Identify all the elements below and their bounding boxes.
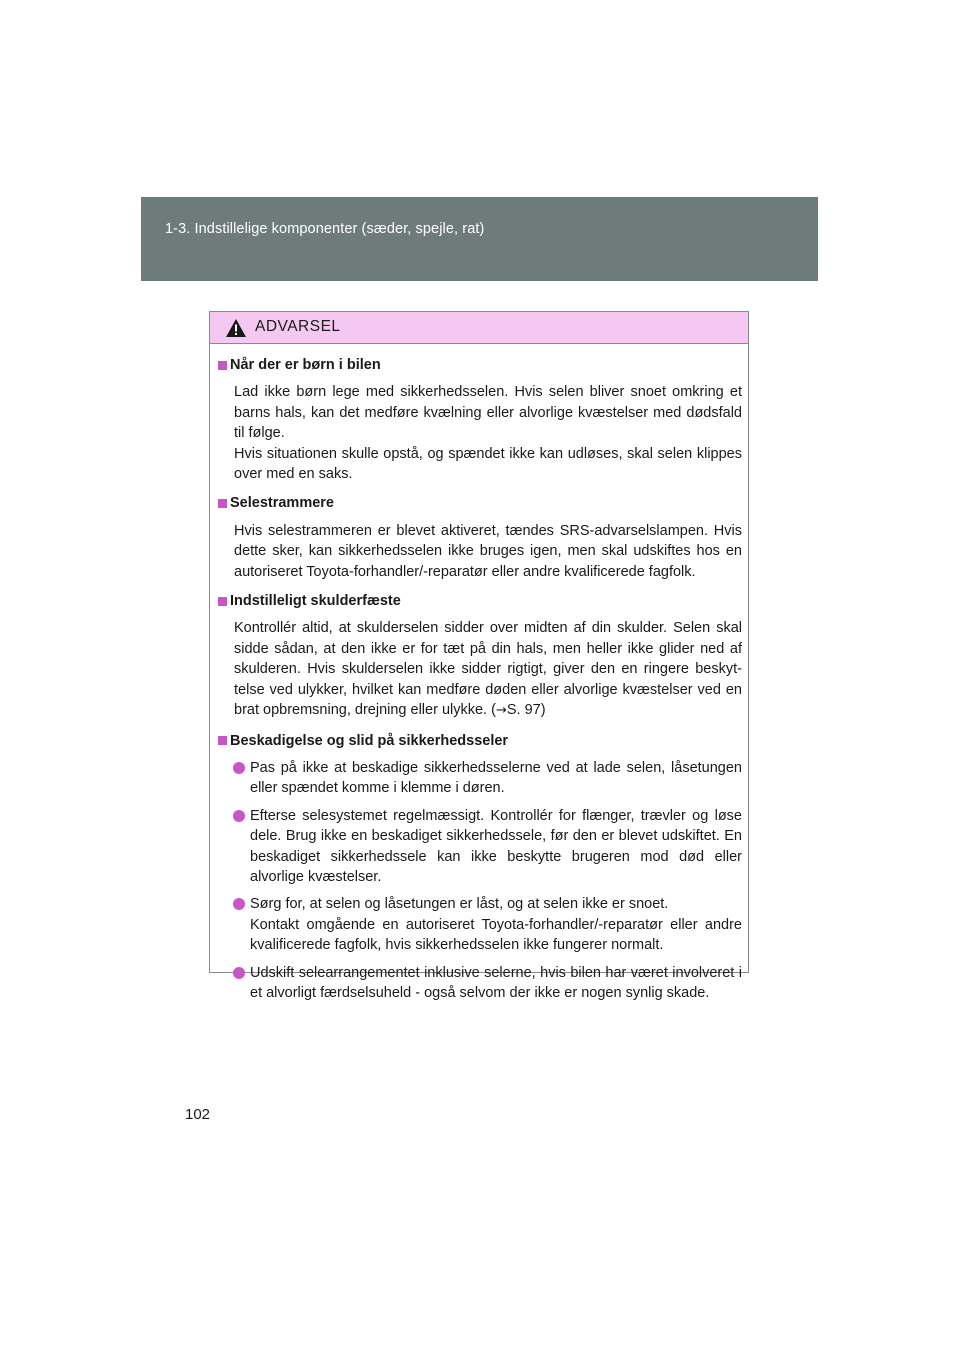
- circle-bullet-icon: [233, 810, 245, 822]
- warning-box: [209, 311, 749, 1001]
- section-header-band: [141, 197, 818, 281]
- warning-triangle-icon: [225, 318, 247, 338]
- square-bullet-icon: [218, 361, 227, 370]
- section-heading: Selestrammere: [230, 495, 334, 512]
- section-heading: Indstilleligt skulderfæste: [230, 593, 401, 610]
- arrow-right-icon: →: [495, 703, 507, 719]
- warning-content: [210, 344, 748, 1003]
- list-item: Pas på ikke at beskadige sikkerhedsselerne ved at lade selen, låsetungen eller spændet komme i klemme i døren.: [250, 758, 742, 799]
- section-pretensioners: [218, 493, 742, 582]
- list-item: Sørg for, at selen og låsetungen er låst, og at selen ikke er snoet. Kontakt omgående en autoriseret Toyota-forhandler/-reparatør eller andre kvalificerede fagfolk, hvis sikkerhedsselen ikke fungerer normalt.: [250, 894, 742, 955]
- paragraph: Lad ikke børn lege med sikkerhedsselen. Hvis selen bliver snoet omkring et barns hals, kan det medføre kvælning eller alvorlige kvæstelser med dødsfald til følge. Hvis situationen skulle opstå, og spændet ikke kan udløses, skal selen klippes over med en saks.: [234, 384, 742, 483]
- section-damage-wear: [218, 731, 742, 1004]
- section-children: [218, 355, 742, 484]
- list-item: Efterse selesystemet regelmæssigt. Kontrollér for flænger, trævler og løse dele. Brug ikke en beskadiget sikkerhedssele, før den er blevet udskiftet. En beskadiget sikkerhedssele kan ikke beskytte brugeren mod død eller alvorlige kvæstelser.: [250, 806, 742, 888]
- square-bullet-icon: [218, 736, 227, 745]
- warning-title: ADVARSEL: [255, 318, 341, 335]
- section-heading: Når der er børn i bilen: [230, 357, 381, 373]
- square-bullet-icon: [218, 499, 227, 508]
- circle-bullet-icon: [233, 762, 245, 774]
- warning-header: [210, 312, 748, 344]
- square-bullet-icon: [218, 597, 227, 606]
- section-shoulder-anchor: [218, 591, 742, 721]
- circle-bullet-icon: [233, 898, 245, 910]
- page-reference-link[interactable]: S. 97): [506, 702, 546, 719]
- list-item: Udskift selearrangementet inklusive selerne, hvis bilen har været involveret i et alvorligt færdselsuheld - også selvom der ikke er nogen synlig skade.: [250, 963, 742, 1004]
- paragraph: Kontrollér altid, at skulderselen sidder over midten af din skulder. Selen skal sidde sådan, at den ikke er for tæt på din hals, men heller ikke glider ned af skulderen. Hvis skulderselen ikke sidder rigtigt, giver den en ringere beskyttelse ved ulykker, hvilket kan medføre døden eller alvorlige kvæstelser ved en brat opbremsning, drejning eller ulykke. (→S. 97): [234, 620, 742, 719]
- page-number: 102: [185, 1106, 211, 1123]
- section-title: 1-3. Indstillelige komponenter (sæder, spejle, rat): [165, 221, 485, 237]
- section-heading: Beskadigelse og slid på sikkerhedsseler: [230, 732, 509, 749]
- paragraph: Hvis selestrammeren er blevet aktiveret, tændes SRS-advarselslampen. Hvis dette sker, kan sikkerhedsselen ikke bruges igen, men skal udskiftes hos en autoriseret Toyota-forhandler/-reparatør eller andre kvalificerede fagfolk.: [234, 522, 742, 580]
- circle-bullet-icon: [233, 967, 245, 979]
